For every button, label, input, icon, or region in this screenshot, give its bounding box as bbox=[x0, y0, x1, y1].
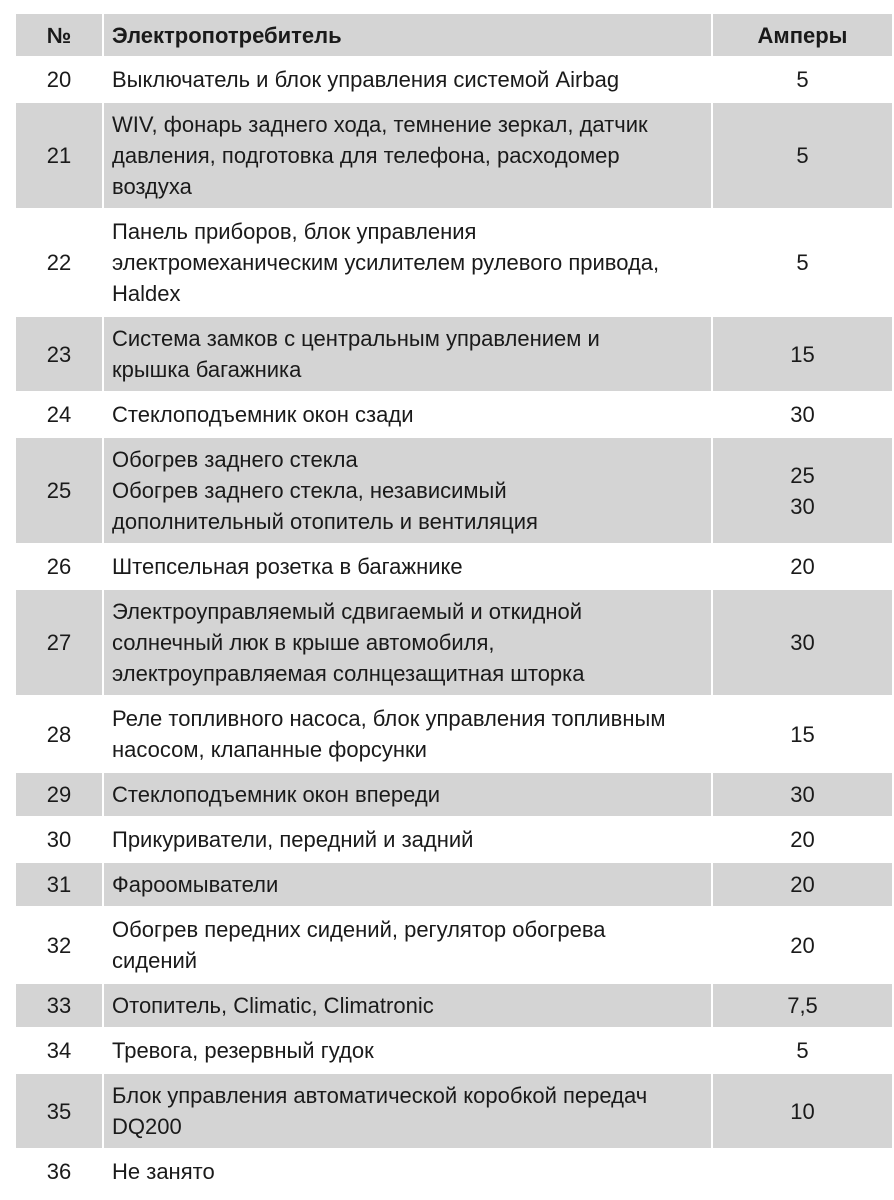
table-row bbox=[15, 772, 893, 817]
consumer-line: DQ200 bbox=[112, 1114, 182, 1139]
table-row bbox=[15, 1073, 893, 1149]
fuse-number: 25 bbox=[15, 437, 103, 544]
table-row bbox=[15, 1028, 893, 1073]
table-row bbox=[15, 696, 893, 772]
amperage-value: 15 bbox=[790, 721, 815, 747]
fuse-number: 35 bbox=[15, 1073, 103, 1149]
consumer-description bbox=[103, 817, 712, 862]
consumer-description bbox=[103, 983, 712, 1028]
consumer-line: Система замков с центральным управлением и bbox=[112, 326, 600, 351]
table-row bbox=[15, 862, 893, 907]
consumer-line: Стеклоподъемник окон сзади bbox=[112, 402, 414, 427]
consumer-line: Блок управления автоматической коробкой передач bbox=[112, 1083, 648, 1108]
consumer-line: солнечный люк в крыше автомобиля, bbox=[112, 630, 495, 655]
consumer-description bbox=[103, 392, 712, 437]
table-row bbox=[15, 817, 893, 862]
fuse-amperage bbox=[712, 102, 893, 209]
table-row bbox=[15, 102, 893, 209]
consumer-description bbox=[103, 772, 712, 817]
fuse-amperage bbox=[712, 1028, 893, 1073]
consumer-line: Выключатель и блок управления системой Airbag bbox=[112, 67, 620, 92]
amperage-value: 30 bbox=[790, 402, 815, 427]
consumer-description bbox=[103, 862, 712, 907]
consumer-description bbox=[103, 437, 712, 544]
amperage-value: 5 bbox=[796, 67, 809, 92]
table-row bbox=[15, 209, 893, 316]
consumer-line: Обогрев заднего стекла, независимый bbox=[112, 478, 507, 503]
amperage-value: 30 bbox=[790, 493, 815, 519]
consumer-description bbox=[103, 589, 712, 696]
consumer-line: Стеклоподъемник окон впереди bbox=[112, 782, 441, 807]
consumer-description bbox=[103, 316, 712, 392]
table-row bbox=[15, 544, 893, 589]
fuse-amperage bbox=[712, 1073, 893, 1149]
amperage-value: 10 bbox=[790, 1098, 815, 1124]
consumer-line: Не занято bbox=[112, 1159, 215, 1184]
consumer-description bbox=[103, 1149, 712, 1194]
consumer-line: Штепсельная розетка в багажнике bbox=[112, 554, 463, 579]
fuse-table bbox=[14, 12, 894, 1195]
consumer-line: сидений bbox=[112, 948, 198, 973]
table-row bbox=[15, 1149, 893, 1194]
fuse-number: 27 bbox=[15, 589, 103, 696]
consumer-line: WIV, фонарь заднего хода, темнение зеркал, датчик bbox=[112, 112, 648, 137]
amperage-value: 20 bbox=[790, 554, 815, 579]
fuse-number: 31 bbox=[15, 862, 103, 907]
amperage-value: 20 bbox=[790, 827, 815, 852]
amperage-value: 7,5 bbox=[787, 993, 818, 1018]
consumer-description bbox=[103, 1073, 712, 1149]
consumer-line: Обогрев заднего стекла bbox=[112, 447, 358, 472]
table-body bbox=[15, 57, 893, 1194]
consumer-line: Реле топливного насоса, блок управления топливным bbox=[112, 706, 666, 731]
table-row bbox=[15, 437, 893, 544]
fuse-number: 22 bbox=[15, 209, 103, 316]
consumer-line: дополнительный отопитель и вентиляция bbox=[112, 509, 538, 534]
consumer-line: электромеханическим усилителем рулевого привода, bbox=[112, 250, 660, 275]
consumer-line: воздуха bbox=[112, 174, 192, 199]
fuse-amperage bbox=[712, 437, 893, 544]
fuse-amperage bbox=[712, 772, 893, 817]
fuse-amperage bbox=[712, 209, 893, 316]
fuse-amperage bbox=[712, 57, 893, 102]
amperage-value: 25 bbox=[790, 462, 815, 488]
amperage-value: 5 bbox=[796, 143, 809, 168]
table-row bbox=[15, 907, 893, 983]
fuse-number: 23 bbox=[15, 316, 103, 392]
header-row bbox=[15, 13, 893, 57]
consumer-description bbox=[103, 544, 712, 589]
table-row bbox=[15, 57, 893, 102]
fuse-number: 28 bbox=[15, 696, 103, 772]
consumer-line: крышка багажника bbox=[112, 357, 302, 382]
fuse-number: 26 bbox=[15, 544, 103, 589]
fuse-number: 34 bbox=[15, 1028, 103, 1073]
amperage-value: 20 bbox=[790, 872, 815, 897]
fuse-amperage bbox=[712, 544, 893, 589]
consumer-line: давления, подготовка для телефона, расходомер bbox=[112, 143, 620, 168]
fuse-amperage bbox=[712, 817, 893, 862]
amperage-value: 30 bbox=[790, 630, 815, 655]
consumer-line: электроуправляемая солнцезащитная шторка bbox=[112, 661, 585, 686]
consumer-line: Haldex bbox=[112, 281, 181, 306]
fuse-number: 29 bbox=[15, 772, 103, 817]
fuse-amperage bbox=[712, 392, 893, 437]
fuse-number: 30 bbox=[15, 817, 103, 862]
consumer-line: насосом, клапанные форсунки bbox=[112, 737, 427, 762]
consumer-line: Прикуриватели, передний и задний bbox=[112, 827, 474, 852]
fuse-amperage bbox=[712, 862, 893, 907]
amperage-value: 5 bbox=[796, 1038, 809, 1063]
consumer-line: Отопитель, Climatic, Climatronic bbox=[112, 993, 434, 1018]
table-row bbox=[15, 983, 893, 1028]
table-row bbox=[15, 392, 893, 437]
fuse-number: 20 bbox=[15, 57, 103, 102]
fuse-amperage bbox=[712, 589, 893, 696]
amperage-value: 5 bbox=[796, 250, 809, 275]
fuse-number: 33 bbox=[15, 983, 103, 1028]
fuse-number: 24 bbox=[15, 392, 103, 437]
fuse-number: 36 bbox=[15, 1149, 103, 1194]
amperage-value: 15 bbox=[790, 341, 815, 367]
amperage-value: 30 bbox=[790, 782, 815, 807]
consumer-description bbox=[103, 696, 712, 772]
table-row bbox=[15, 589, 893, 696]
header-number: № bbox=[15, 13, 103, 57]
fuse-amperage bbox=[712, 1149, 893, 1194]
consumer-description bbox=[103, 907, 712, 983]
fuse-amperage bbox=[712, 907, 893, 983]
amperage-value: 20 bbox=[790, 932, 815, 958]
consumer-line: Электроуправляемый сдвигаемый и откидной bbox=[112, 599, 583, 624]
consumer-line: Фароомыватели bbox=[112, 872, 279, 897]
table-header bbox=[15, 13, 893, 57]
fuse-amperage bbox=[712, 983, 893, 1028]
fuse-amperage bbox=[712, 696, 893, 772]
table-row bbox=[15, 316, 893, 392]
consumer-line: Тревога, резервный гудок bbox=[112, 1038, 374, 1063]
consumer-description bbox=[103, 102, 712, 209]
fuse-number: 21 bbox=[15, 102, 103, 209]
consumer-description bbox=[103, 209, 712, 316]
fuse-number: 32 bbox=[15, 907, 103, 983]
header-amps: Амперы bbox=[712, 13, 893, 57]
header-consumer: Электропотребитель bbox=[103, 13, 712, 57]
consumer-description bbox=[103, 1028, 712, 1073]
consumer-description bbox=[103, 57, 712, 102]
consumer-line: Панель приборов, блок управления bbox=[112, 219, 477, 244]
consumer-line: Обогрев передних сидений, регулятор обогрева bbox=[112, 917, 606, 942]
fuse-amperage bbox=[712, 316, 893, 392]
